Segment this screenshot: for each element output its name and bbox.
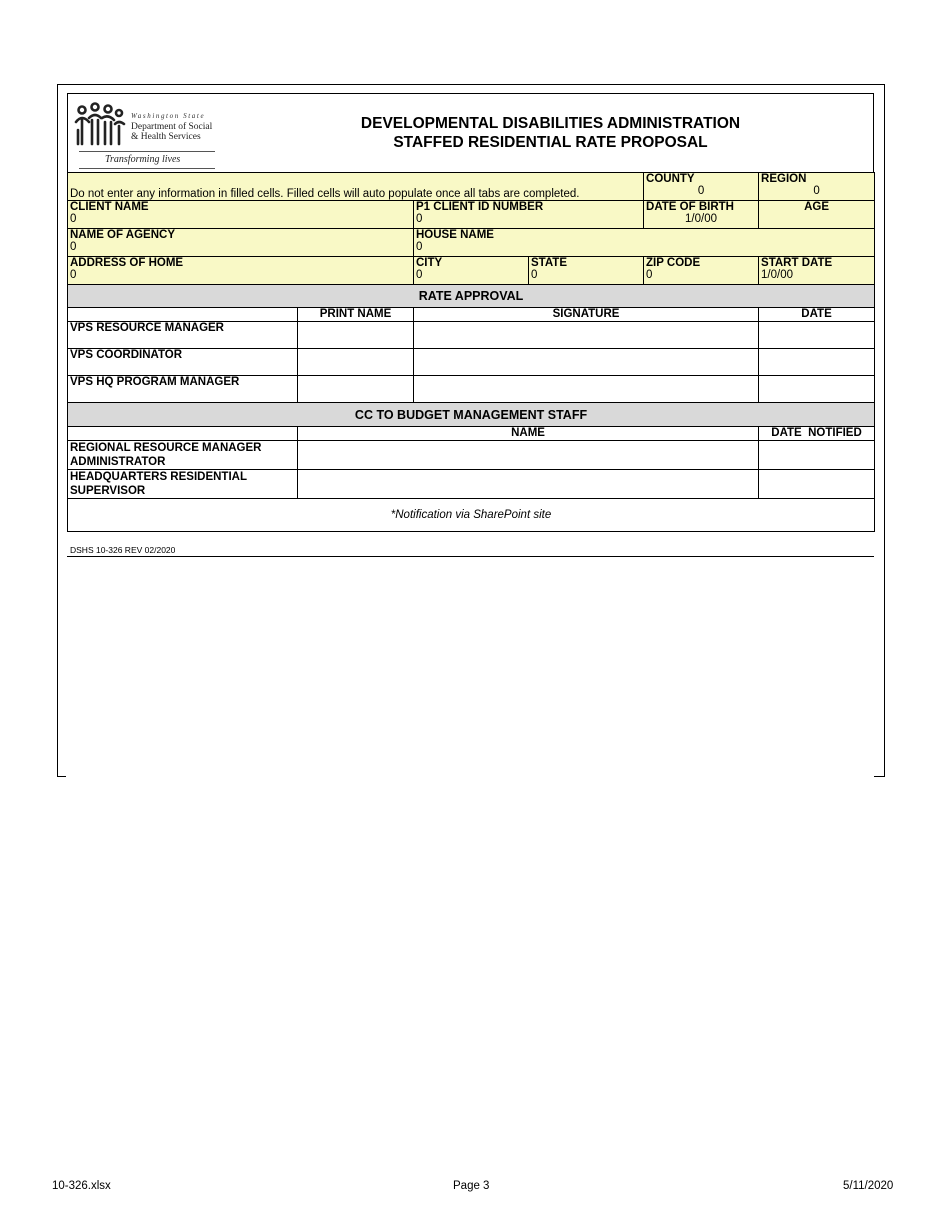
client-name-cell: [68, 201, 414, 229]
regional-resource-manager-line1: REGIONAL RESOURCE MANAGER: [70, 442, 262, 454]
people-logo-icon: [73, 100, 129, 150]
vps-hq-program-manager-date[interactable]: [759, 376, 875, 403]
print-name-header: PRINT NAME: [298, 308, 414, 322]
date-header: DATE: [759, 308, 875, 322]
cc-name-header: NAME: [298, 427, 759, 441]
vps-coordinator-print-name[interactable]: [298, 349, 414, 376]
start-date-value: 1/0/00: [761, 269, 794, 281]
logo-divider: [79, 151, 215, 152]
instructions-text: Do not enter any information in filled cells. Filled cells will auto populate once all tabs are completed.: [70, 188, 580, 200]
vps-hq-program-manager-print-name[interactable]: [298, 376, 414, 403]
form-header: [67, 93, 874, 172]
document-number: DSHS 10-326 REV 02/2020: [70, 545, 176, 555]
address-cell: [68, 257, 414, 285]
vps-coordinator-date[interactable]: [759, 349, 875, 376]
sharepoint-note: *Notification via SharePoint site: [68, 499, 875, 532]
client-id-label: P1 CLIENT ID NUMBER: [416, 201, 544, 213]
hq-residential-supervisor-date-notified[interactable]: [759, 470, 875, 499]
city-label: CITY: [416, 257, 443, 269]
dob-value: 1/0/00: [685, 213, 718, 225]
regional-resource-manager-line2: ADMINISTRATOR: [70, 456, 166, 468]
rate-approval-blank-header: [68, 308, 298, 322]
vps-hq-program-manager-signature[interactable]: [414, 376, 759, 403]
address-value: 0: [70, 269, 77, 281]
vps-coordinator-label: VPS COORDINATOR: [68, 349, 298, 376]
hq-residential-supervisor-line1: HEADQUARTERS RESIDENTIAL: [70, 471, 247, 483]
logo-department-text: [131, 122, 221, 142]
city-cell: [414, 257, 529, 285]
form-title-line1: DEVELOPMENTAL DISABILITIES ADMINISTRATION: [360, 115, 741, 132]
agency-cell: [68, 229, 414, 257]
footer-page-number: Page 3: [453, 1180, 490, 1192]
rate-proposal-form: [67, 93, 874, 532]
city-value: 0: [416, 269, 423, 281]
logo-dept-line1: Department of Social: [131, 122, 213, 132]
dob-label: DATE OF BIRTH: [646, 201, 734, 213]
cc-budget-heading: CC TO BUDGET MANAGEMENT STAFF: [68, 403, 875, 427]
logo-dept-line2: & Health Services: [131, 132, 201, 142]
age-cell: [759, 201, 875, 229]
vps-resource-manager-signature[interactable]: [414, 322, 759, 349]
age-label: AGE: [804, 201, 829, 213]
county-cell: [644, 173, 759, 201]
hq-residential-supervisor-name[interactable]: [298, 470, 759, 499]
logo-state-text: Washington State: [131, 112, 206, 120]
client-id-value: 0: [416, 213, 423, 225]
county-value: 0: [697, 185, 705, 197]
regional-resource-manager-label: [68, 441, 298, 470]
rate-approval-heading: RATE APPROVAL: [68, 285, 875, 308]
zip-cell: [644, 257, 759, 285]
region-label: REGION: [761, 173, 807, 185]
document-number-rule: [67, 556, 874, 557]
state-label: STATE: [531, 257, 567, 269]
dob-cell: [644, 201, 759, 229]
dshs-logo: [73, 98, 213, 168]
state-cell: [529, 257, 644, 285]
logo-tagline: Transforming lives: [105, 154, 181, 165]
house-name-value: 0: [416, 241, 423, 253]
form-title: [298, 114, 803, 152]
client-id-cell: [414, 201, 644, 229]
house-name-label: HOUSE NAME: [416, 229, 494, 241]
agency-label: NAME OF AGENCY: [70, 229, 175, 241]
regional-resource-manager-date-notified[interactable]: [759, 441, 875, 470]
regional-resource-manager-name[interactable]: [298, 441, 759, 470]
zip-label: ZIP CODE: [646, 257, 701, 269]
frame-corner-right: [874, 776, 884, 777]
vps-resource-manager-print-name[interactable]: [298, 322, 414, 349]
state-value: 0: [531, 269, 538, 281]
agency-value: 0: [70, 241, 77, 253]
region-value: 0: [813, 185, 820, 197]
cc-blank-header: [68, 427, 298, 441]
footer-filename: 10-326.xlsx: [52, 1180, 111, 1192]
county-label: COUNTY: [646, 173, 695, 185]
hq-residential-supervisor-line2: SUPERVISOR: [70, 485, 146, 497]
address-label: ADDRESS OF HOME: [70, 257, 184, 269]
vps-resource-manager-label: VPS RESOURCE MANAGER: [68, 322, 298, 349]
date-notified-header: DATE NOTIFIED: [759, 427, 875, 441]
house-name-cell: [414, 229, 875, 257]
start-date-label: START DATE: [761, 257, 833, 269]
client-info-table: [67, 172, 875, 532]
footer-date: 5/11/2020: [843, 1180, 894, 1192]
form-title-line2: STAFFED RESIDENTIAL RATE PROPOSAL: [393, 134, 708, 151]
signature-header: SIGNATURE: [414, 308, 759, 322]
vps-hq-program-manager-label: VPS HQ PROGRAM MANAGER: [68, 376, 298, 403]
hq-residential-supervisor-label: [68, 470, 298, 499]
start-date-cell: [759, 257, 875, 285]
region-cell: [759, 173, 875, 201]
client-name-value: 0: [70, 213, 77, 225]
logo-underline: [79, 168, 215, 169]
instructions-cell: [68, 173, 644, 201]
vps-resource-manager-date[interactable]: [759, 322, 875, 349]
frame-corner-left: [57, 776, 66, 777]
vps-coordinator-signature[interactable]: [414, 349, 759, 376]
zip-value: 0: [646, 269, 653, 281]
client-name-label: CLIENT NAME: [70, 201, 149, 213]
